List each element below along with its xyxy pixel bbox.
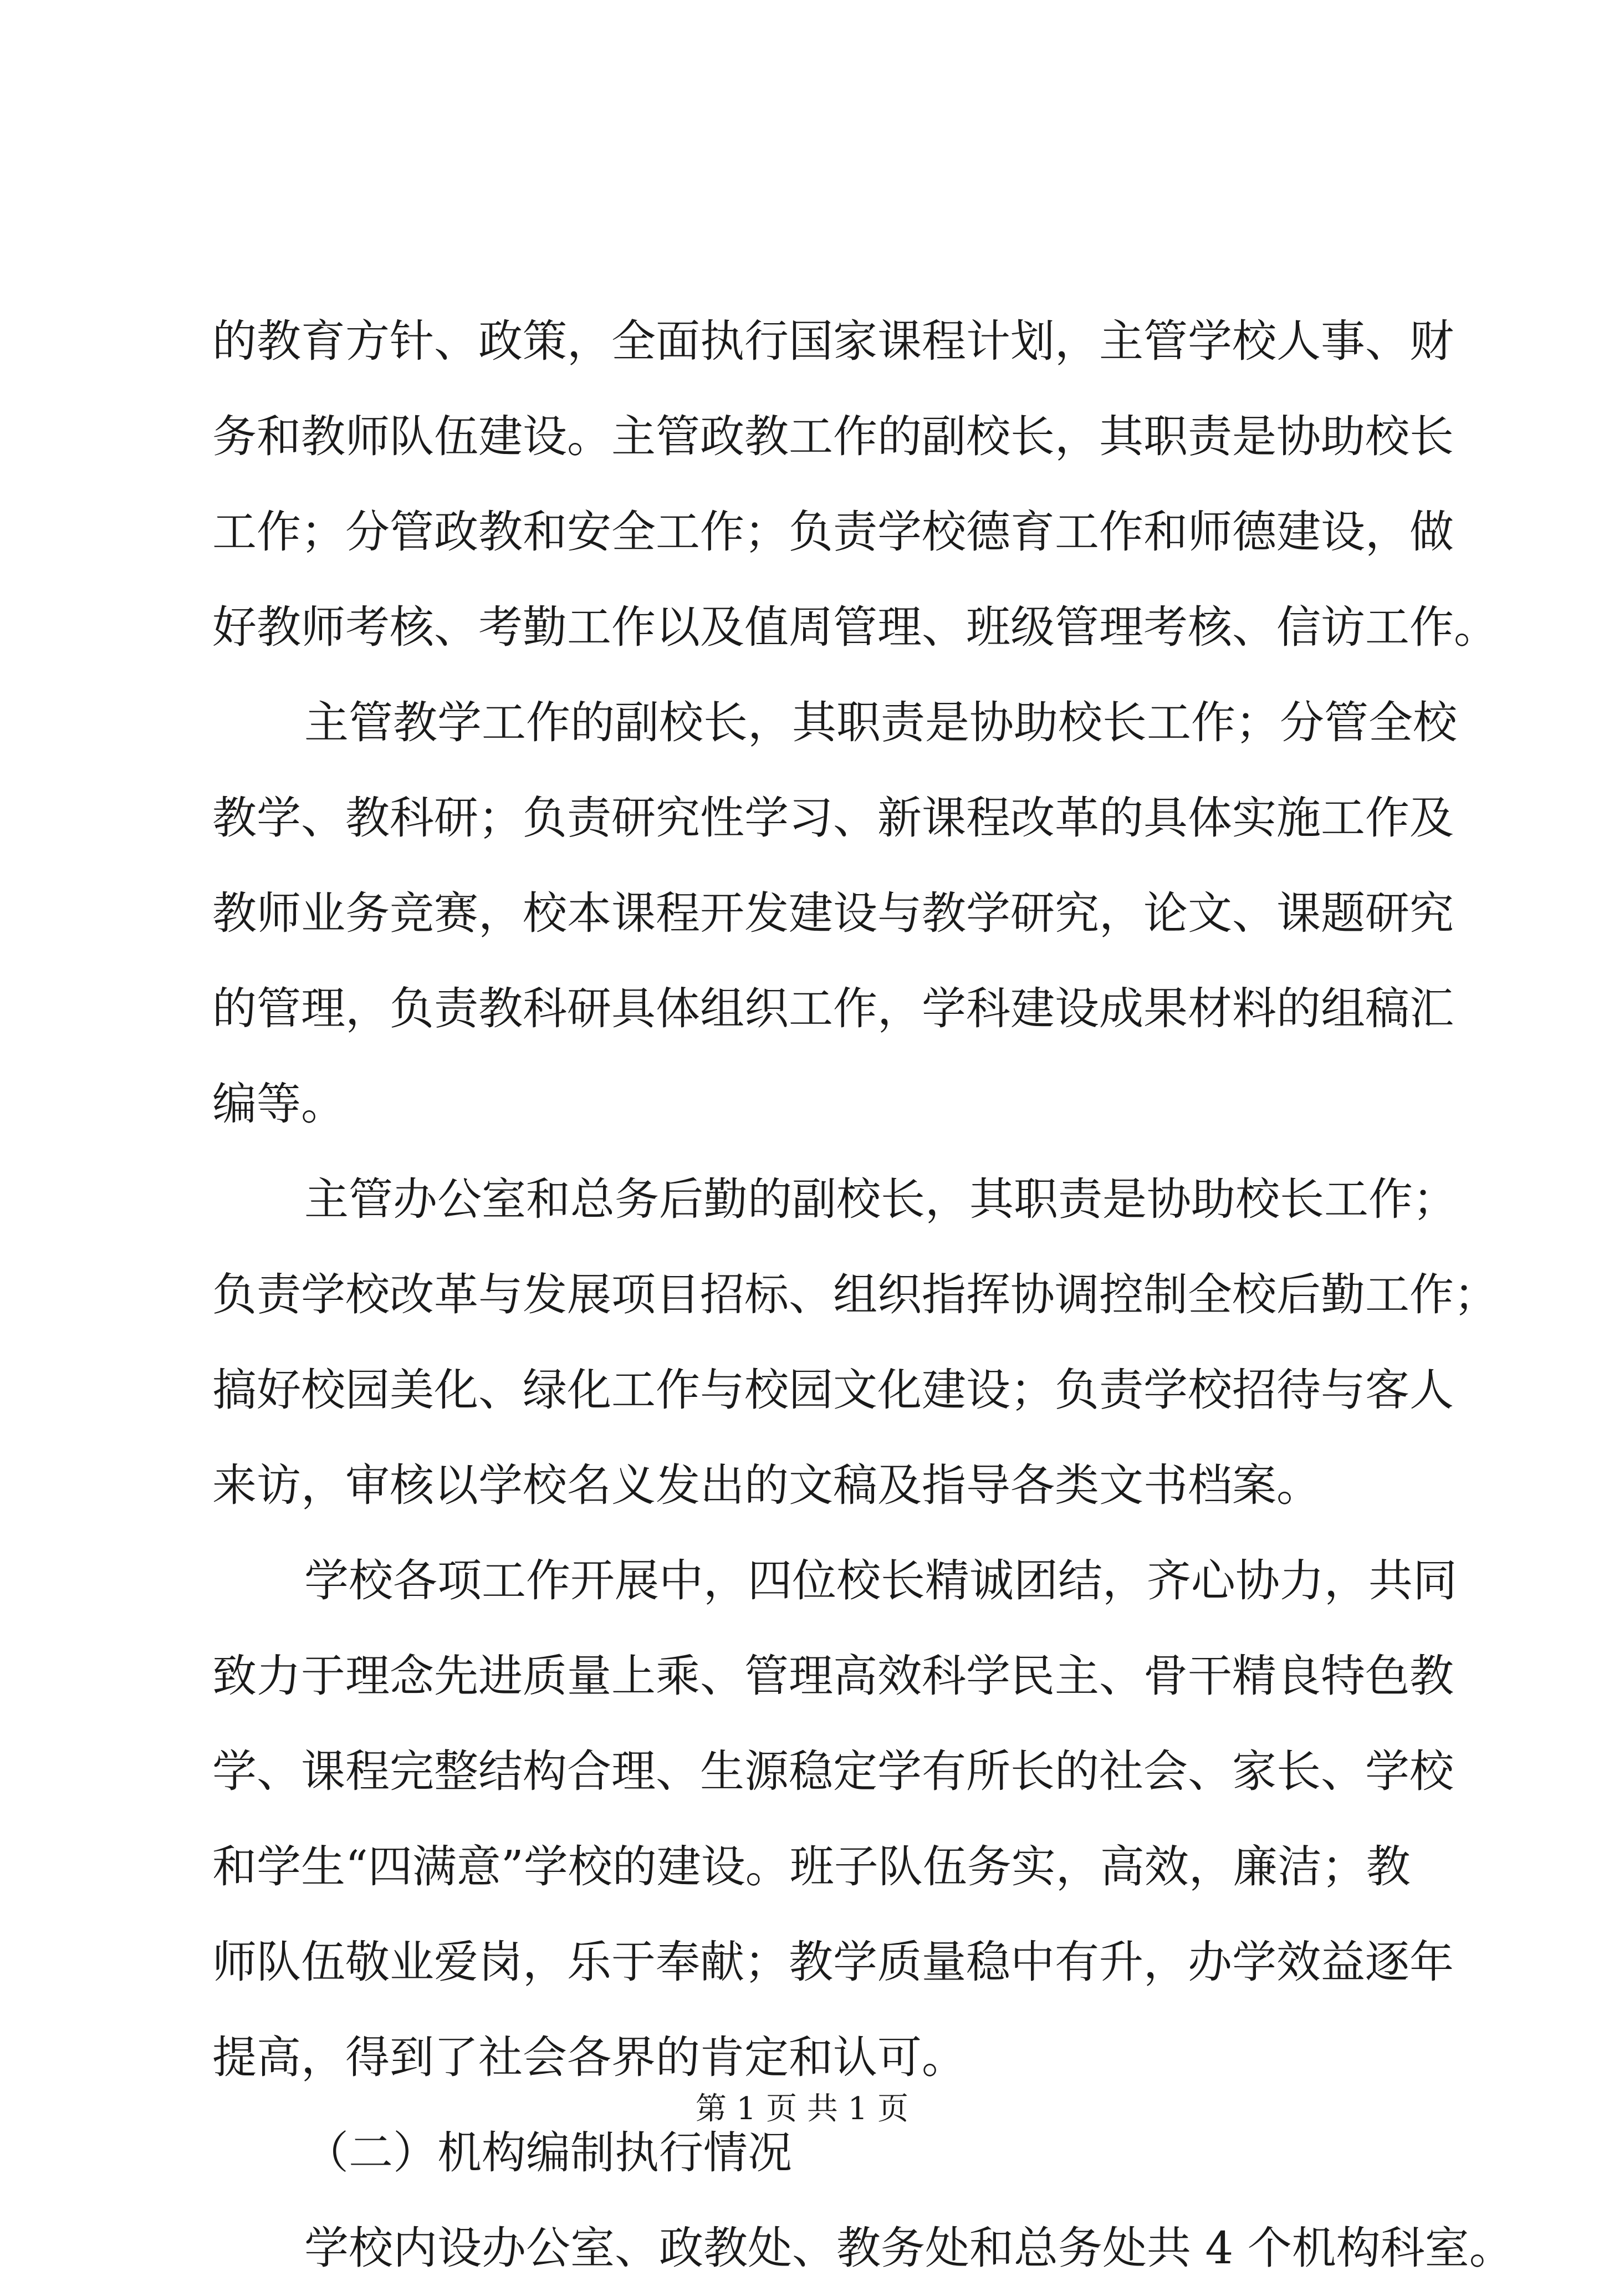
- text-line: 来访，审核以学校名义发出的文稿及指导各类文书档案。: [212, 1460, 1321, 1511]
- text-line: 搞好校园美化、绿化工作与校园文化建设；负责学校招待与客人: [212, 1364, 1454, 1416]
- text-line: 学、课程完整结构合理、生源稳定学有所长的社会、家长、学校: [212, 1746, 1454, 1797]
- text-line: 好教师考核、考勤工作以及值周管理、班级管理考核、信访工作。: [212, 601, 1498, 653]
- text-line: 师队伍敬业爱岗，乐于奉献；教学质量稳中有升，办学效益逐年: [212, 1936, 1454, 1988]
- text-line: 学校各项工作开展中，四位校长精诚团结，齐心协力，共同: [304, 1555, 1457, 1606]
- paragraph: [212, 1152, 1498, 1533]
- document-body: [212, 294, 1514, 2296]
- text-line: 教师业务竞赛，校本课程开发建设与教学研究，论文、课题研究: [212, 887, 1454, 939]
- text-line: 致力于理念先进质量上乘、管理高效科学民主、骨干精良特色教: [212, 1650, 1454, 1702]
- text-line: 主管教学工作的副校长，其职责是协助校长工作；分管全校: [304, 697, 1457, 748]
- paragraph: [212, 294, 1498, 675]
- text-line: 工作；分管政教和安全工作；负责学校德育工作和师德建设，做: [212, 506, 1454, 558]
- page-footer: 第 1 页 共 1 页: [695, 2091, 909, 2127]
- text-line: 提高，得到了社会各界的肯定和认可。: [212, 2032, 966, 2083]
- text-line: （二）机构编制执行情况: [304, 2127, 792, 2178]
- text-line: 教学、教科研；负责研究性学习、新课程改革的具体实施工作及: [212, 792, 1454, 844]
- text-line: 学校内设办公室、政教处、教务处和总务处共 4 个机构科室。: [304, 2222, 1514, 2274]
- text-line: 和学生“四满意”学校的建设。班子队伍务实，高效，廉洁；教: [212, 1841, 1411, 1892]
- paragraph: [212, 2201, 1514, 2296]
- paragraph: [212, 675, 1457, 1152]
- text-line: 的管理，负责教科研具体组织工作，学科建设成果材料的组稿汇: [212, 983, 1454, 1034]
- text-line: 主管办公室和总务后勤的副校长，其职责是协助校长工作；: [304, 1173, 1457, 1225]
- text-line: 的教育方针、政策，全面执行国家课程计划，主管学校人事、财: [212, 315, 1454, 367]
- text-line: 编等。: [212, 1078, 345, 1130]
- paragraph: [212, 1533, 1457, 2105]
- text-line: 负责学校改革与发展项目招标、组织指挥协调控制全校后勤工作；: [212, 1269, 1498, 1320]
- text-line: 务和教师队伍建设。主管政教工作的副校长，其职责是协助校长: [212, 411, 1454, 462]
